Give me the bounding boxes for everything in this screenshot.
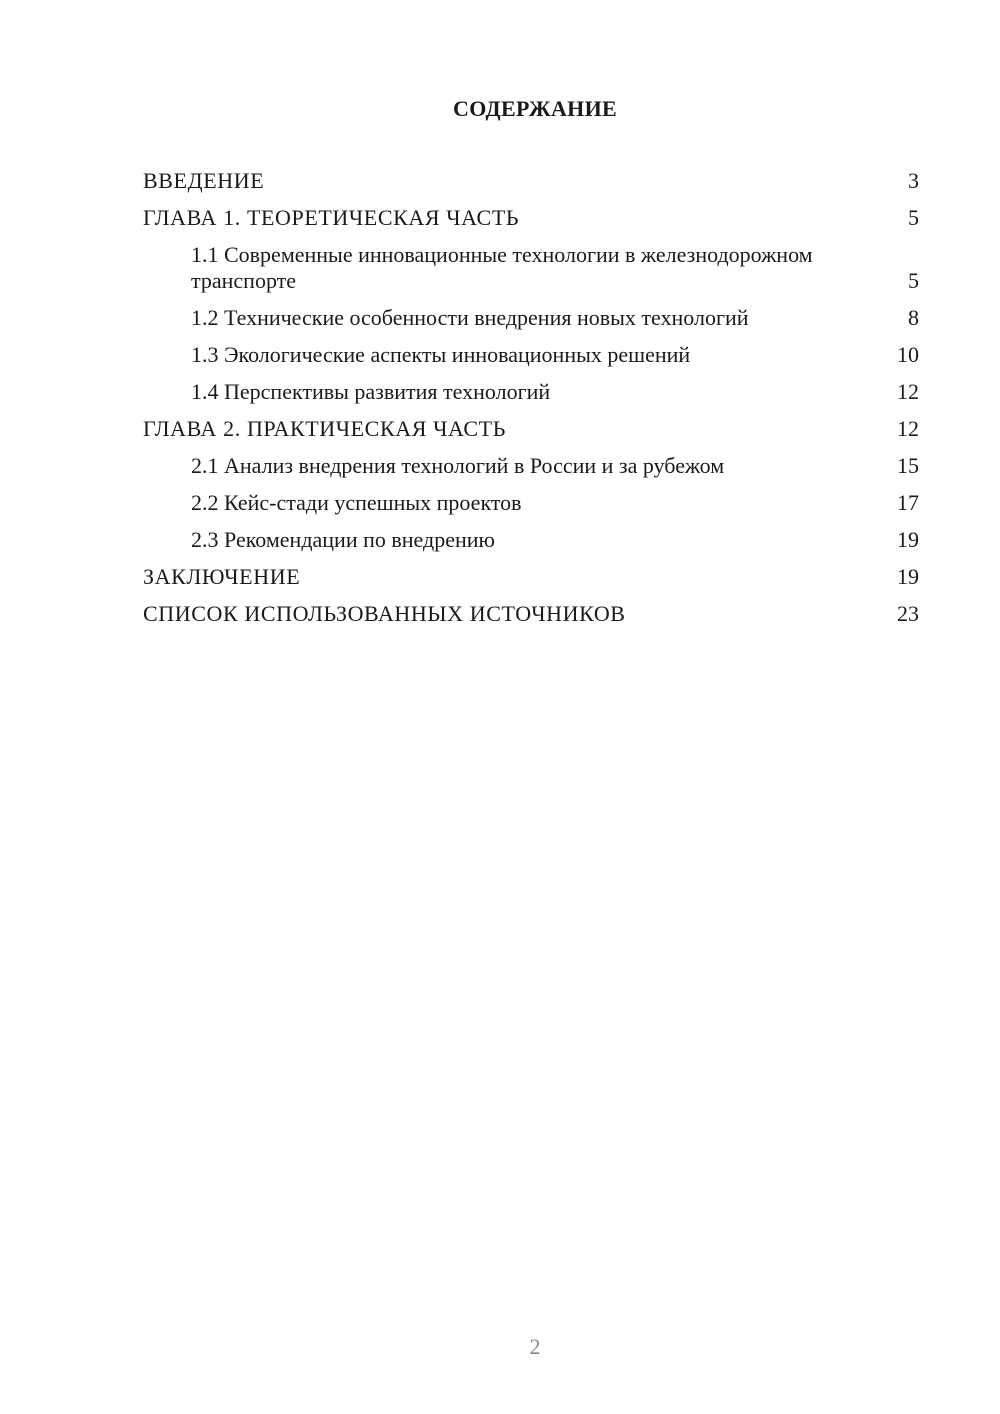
toc-entry-page: 3 bbox=[908, 168, 919, 193]
toc-entry-label: 2.3 Рекомендации по внедрению bbox=[191, 527, 495, 552]
toc-entry-page: 15 bbox=[897, 453, 919, 478]
toc-entry-page: 12 bbox=[897, 379, 919, 404]
toc-entry-references[interactable] bbox=[143, 601, 919, 627]
toc-entry-label: 2.1 Анализ внедрения технологий в России и за рубежом bbox=[191, 453, 725, 478]
toc-entry-label: 1.3 Экологические аспекты инновационных решений bbox=[191, 342, 691, 367]
toc-entry-label: 1.1 Современные инновационные технологии в железнодорожном транспорте bbox=[191, 242, 813, 293]
toc-entry-section-1-4[interactable] bbox=[143, 379, 919, 405]
toc-entry-page: 23 bbox=[897, 601, 919, 626]
page-title: СОДЕРЖАНИЕ bbox=[453, 96, 617, 121]
table-of-contents bbox=[143, 168, 919, 638]
toc-entry-chapter-2[interactable] bbox=[143, 416, 919, 442]
toc-entry-section-1-3[interactable] bbox=[143, 342, 919, 368]
toc-entry-label: 1.4 Перспективы развития технологий bbox=[191, 379, 551, 404]
toc-entry-page: 19 bbox=[897, 564, 919, 589]
toc-entry-label: 1.2 Технические особенности внедрения новых технологий bbox=[191, 305, 749, 330]
toc-entry-label: ЗАКЛЮЧЕНИЕ bbox=[143, 564, 301, 589]
toc-entry-section-2-1[interactable] bbox=[143, 453, 919, 479]
toc-entry-page: 10 bbox=[897, 342, 919, 367]
toc-entry-introduction[interactable] bbox=[143, 168, 919, 194]
page-number: 2 bbox=[529, 1334, 541, 1359]
toc-entry-page: 5 bbox=[908, 268, 919, 293]
toc-entry-chapter-1[interactable] bbox=[143, 205, 919, 231]
toc-entry-page: 19 bbox=[897, 527, 919, 552]
toc-entry-page: 12 bbox=[897, 416, 919, 441]
toc-entry-section-2-3[interactable] bbox=[143, 527, 919, 553]
toc-entry-label: 2.2 Кейс-стади успешных проектов bbox=[191, 490, 522, 515]
toc-entry-label: ГЛАВА 2. ПРАКТИЧЕСКАЯ ЧАСТЬ bbox=[143, 416, 506, 441]
toc-entry-section-1-1[interactable] bbox=[143, 242, 919, 294]
toc-entry-label: СПИСОК ИСПОЛЬЗОВАННЫХ ИСТОЧНИКОВ bbox=[143, 601, 626, 626]
toc-entry-section-2-2[interactable] bbox=[143, 490, 919, 516]
toc-entry-label: ГЛАВА 1. ТЕОРЕТИЧЕСКАЯ ЧАСТЬ bbox=[143, 205, 520, 230]
toc-entry-section-1-2[interactable] bbox=[143, 305, 919, 331]
toc-entry-page: 17 bbox=[897, 490, 919, 515]
toc-entry-page: 8 bbox=[908, 305, 919, 330]
toc-entry-conclusion[interactable] bbox=[143, 564, 919, 590]
toc-entry-page: 5 bbox=[908, 205, 919, 230]
toc-entry-label: ВВЕДЕНИЕ bbox=[143, 168, 265, 193]
